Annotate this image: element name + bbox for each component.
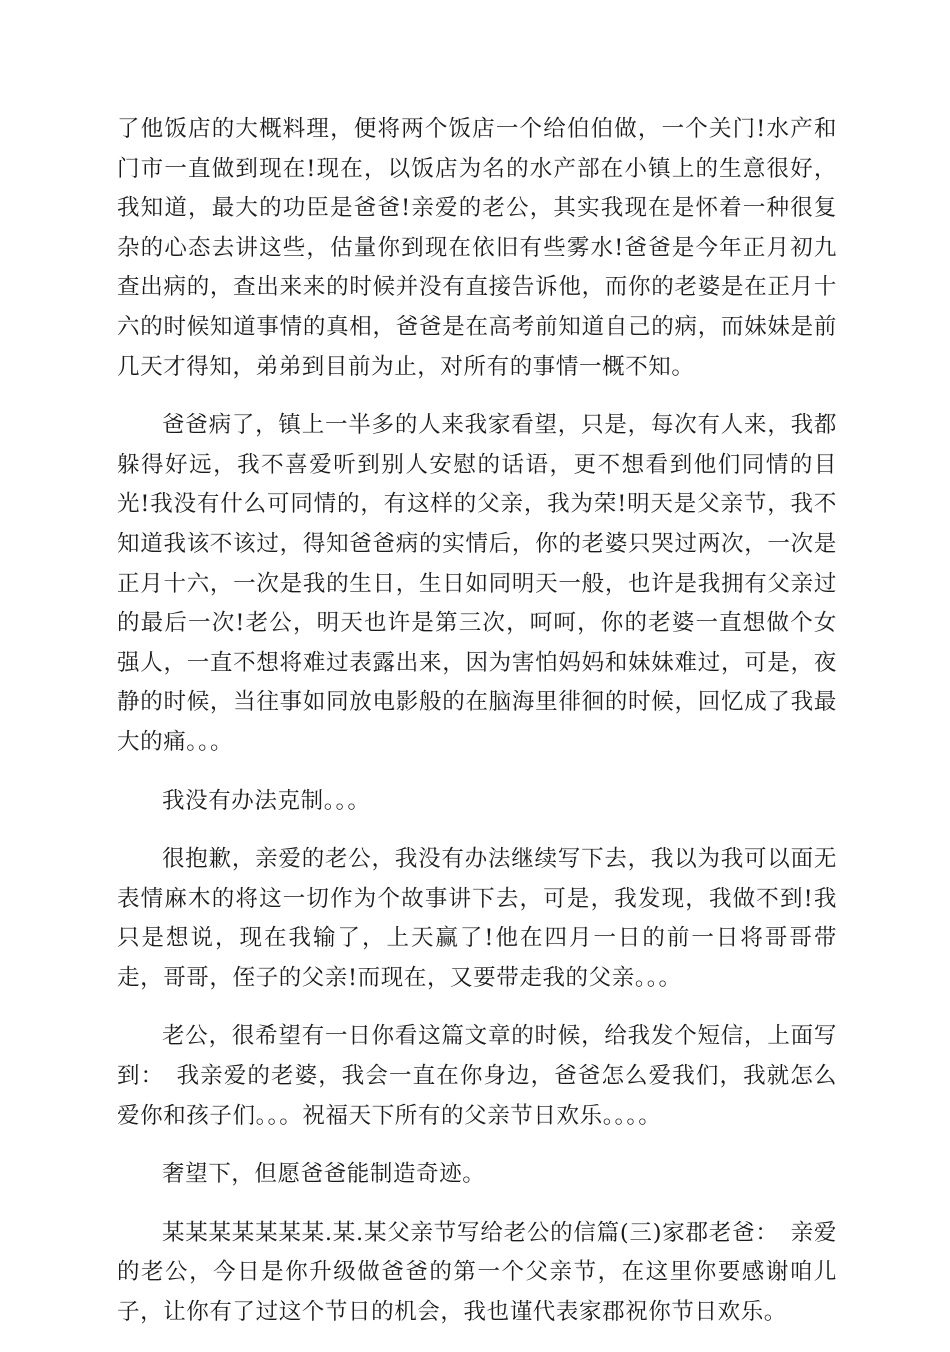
paragraph-7: 某某某某某某某.某.某父亲节写给老公的信篇(三)家郡老爸： 亲爱的老公，今日是你升级做爸爸的第一个父亲节，在这里你要感谢咱儿子，让你有了过这个节日的机会，我也谨代表家郡祝你节日欢乐。 bbox=[117, 1219, 837, 1326]
document-page bbox=[117, 110, 837, 1352]
paragraph-2: 爸爸病了，镇上一半多的人来我家看望，只是，每次有人来，我都躲得好远，我不喜爱听到别人安慰的话语，更不想看到他们同情的目光!我没有什么可同情的，有这样的父亲，我为荣!明天是父亲节，我不知道我该不该过，得知爸爸病的实情后，你的老婆只哭过两次，一次是正月十六，一次是我的生日，生日如同明天一般，也许是我拥有父亲过的最后一次!老公，明天也许是第三次，呵呵，你的老婆一直想做个女强人，一直不想将难过表露出来，因为害怕妈妈和妹妹难过，可是，夜静的时候，当往事如同放电影般的在脑海里徘徊的时候，回忆成了我最大的痛。。。 bbox=[117, 412, 837, 755]
paragraph-6: 奢望下，但愿爸爸能制造奇迹。 bbox=[162, 1161, 486, 1188]
paragraph-1: 了他饭店的大概料理，便将两个饭店一个给伯伯做，一个关门!水产和门市一直做到现在!现在，以饭店为名的水产部在小镇上的生意很好，我知道，最大的功臣是爸爸!亲爱的老公，其实我现在是怀着一种很复杂的心态去讲这些，估量你到现在依旧有些雾水!爸爸是今年正月初九查出病的，查出来来的时候并没有直接告诉他，而你的老婆是在正月十六的时候知道事情的真相，爸爸是在高考前知道自己的病，而妹妹是前几天才得知，弟弟到目前为止，对所有的事情一概不知。 bbox=[117, 116, 837, 380]
paragraph-3: 我没有办法克制。。。 bbox=[162, 787, 371, 814]
paragraph-4: 很抱歉，亲爱的老公，我没有办法继续写下去，我以为我可以面无表情麻木的将这一切作为个故事讲下去，可是，我发现，我做不到!我只是想说，现在我输了，上天赢了!他在四月一日的前一日将哥哥带走，哥哥，侄子的父亲!而现在，又要带走我的父亲。。。 bbox=[117, 846, 837, 991]
paragraph-5: 老公，很希望有一日你看这篇文章的时候，给我发个短信，上面写到： 我亲爱的老婆，我会一直在你身边，爸爸怎么爱我们，我就怎么爱你和孩子们。。。祝福天下所有的父亲节日欢乐。。。。 bbox=[117, 1023, 837, 1129]
